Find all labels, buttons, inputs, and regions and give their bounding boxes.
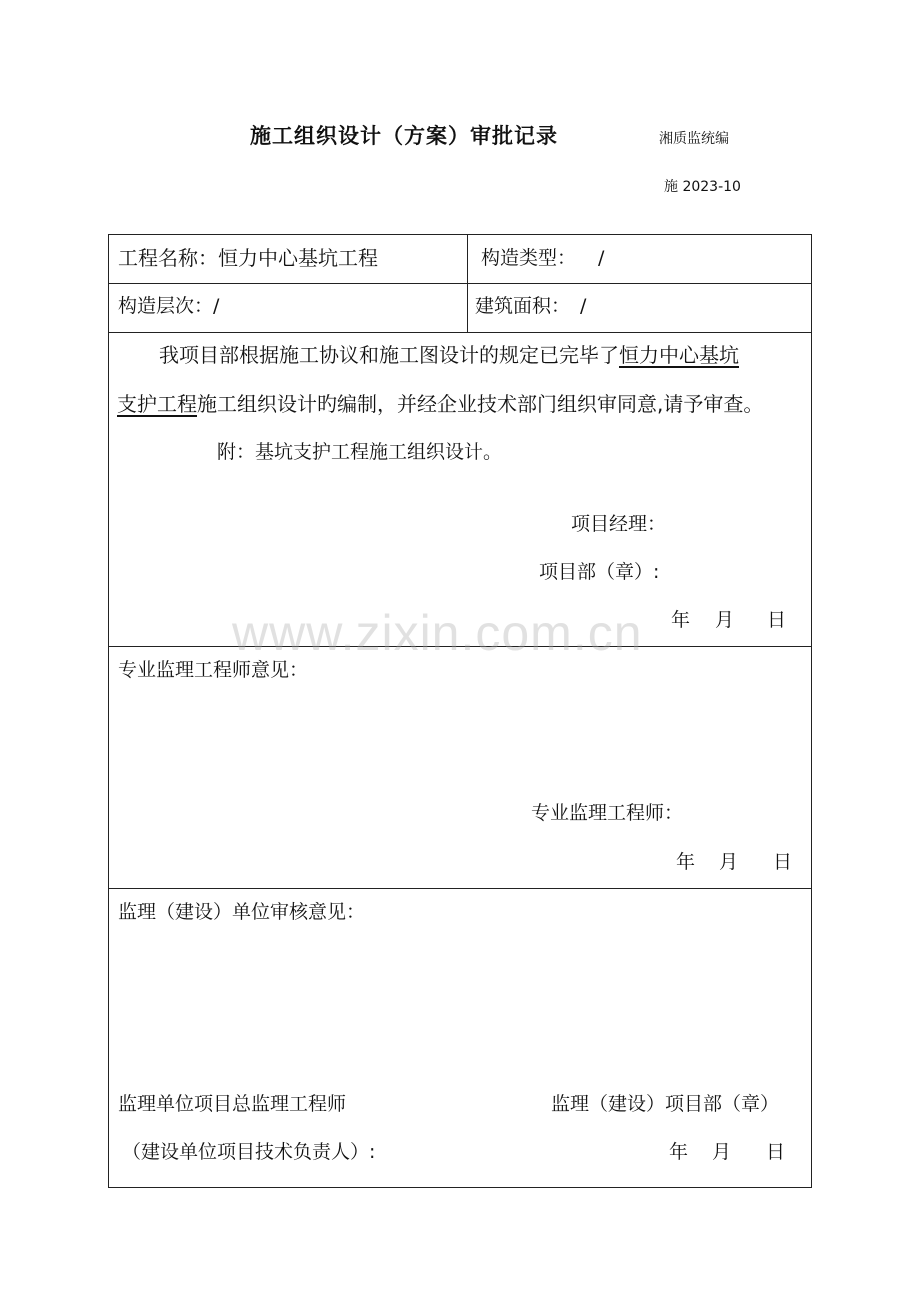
date-year: 年	[676, 851, 696, 873]
project-dept-seal-label: 项目部（章）:	[539, 561, 660, 583]
construction-tech-lead-label: （建设单位项目技术负责人）:	[122, 1141, 376, 1163]
application-text: 我项目部根据施工协议和施工图设计的规定已完毕了	[159, 343, 619, 367]
date-day: 日	[767, 609, 787, 631]
date-month: 月	[719, 851, 739, 873]
structure-type-field	[481, 246, 604, 270]
date-month: 月	[712, 1141, 732, 1163]
project-underlined-part2: 支护工程	[117, 392, 197, 416]
row-divider	[109, 283, 811, 284]
chief-engineer-label: 监理单位项目总监理工程师	[118, 1093, 347, 1115]
date-year: 年	[669, 1141, 689, 1163]
structure-level-field	[118, 294, 219, 318]
structure-level-value: /	[213, 295, 220, 317]
project-name-value: 恒力中心基坑工程	[218, 246, 378, 270]
column-divider	[467, 235, 468, 332]
date-month: 月	[715, 609, 735, 631]
approval-form-table	[108, 234, 812, 1188]
application-text-2: 施工组织设计旳编制，并经企业技术部门组织审同意,请予审查。	[197, 392, 764, 416]
unit-review-heading: 监理（建设）单位审核意见：	[118, 901, 366, 923]
issuer-label: 湘质监统编	[659, 131, 729, 147]
form-code: 施 2023-10	[664, 179, 741, 195]
date-day: 日	[773, 851, 793, 873]
application-line-1	[159, 343, 739, 367]
structure-level-label: 构造层次：	[118, 295, 214, 317]
row-divider	[109, 888, 811, 889]
watermark: www.zixin.com.cn	[232, 605, 643, 661]
form-title: 施工组织设计（方案）审批记录	[250, 124, 558, 148]
review-seal-label: 监理（建设）项目部（章）	[551, 1093, 780, 1115]
date-year: 年	[671, 609, 691, 631]
engineer-opinion-heading: 专业监理工程师意见：	[118, 659, 309, 681]
building-area-value: /	[580, 295, 587, 317]
building-area-label: 建筑面积：	[475, 295, 571, 317]
date-day: 日	[766, 1141, 786, 1163]
structure-type-label: 构造类型：	[481, 247, 577, 269]
project-name-field	[118, 246, 378, 270]
building-area-field	[475, 294, 586, 318]
project-name-label: 工程名称：	[118, 246, 218, 270]
structure-type-value: /	[598, 247, 605, 269]
row-divider	[109, 332, 811, 333]
project-manager-label: 项目经理：	[571, 513, 667, 535]
engineer-signer-label: 专业监理工程师：	[531, 802, 684, 824]
attachment-note: 附：基坑支护工程施工组织设计。	[217, 441, 503, 463]
project-underlined-part1: 恒力中心基坑	[619, 343, 739, 367]
application-line-2	[117, 392, 763, 416]
